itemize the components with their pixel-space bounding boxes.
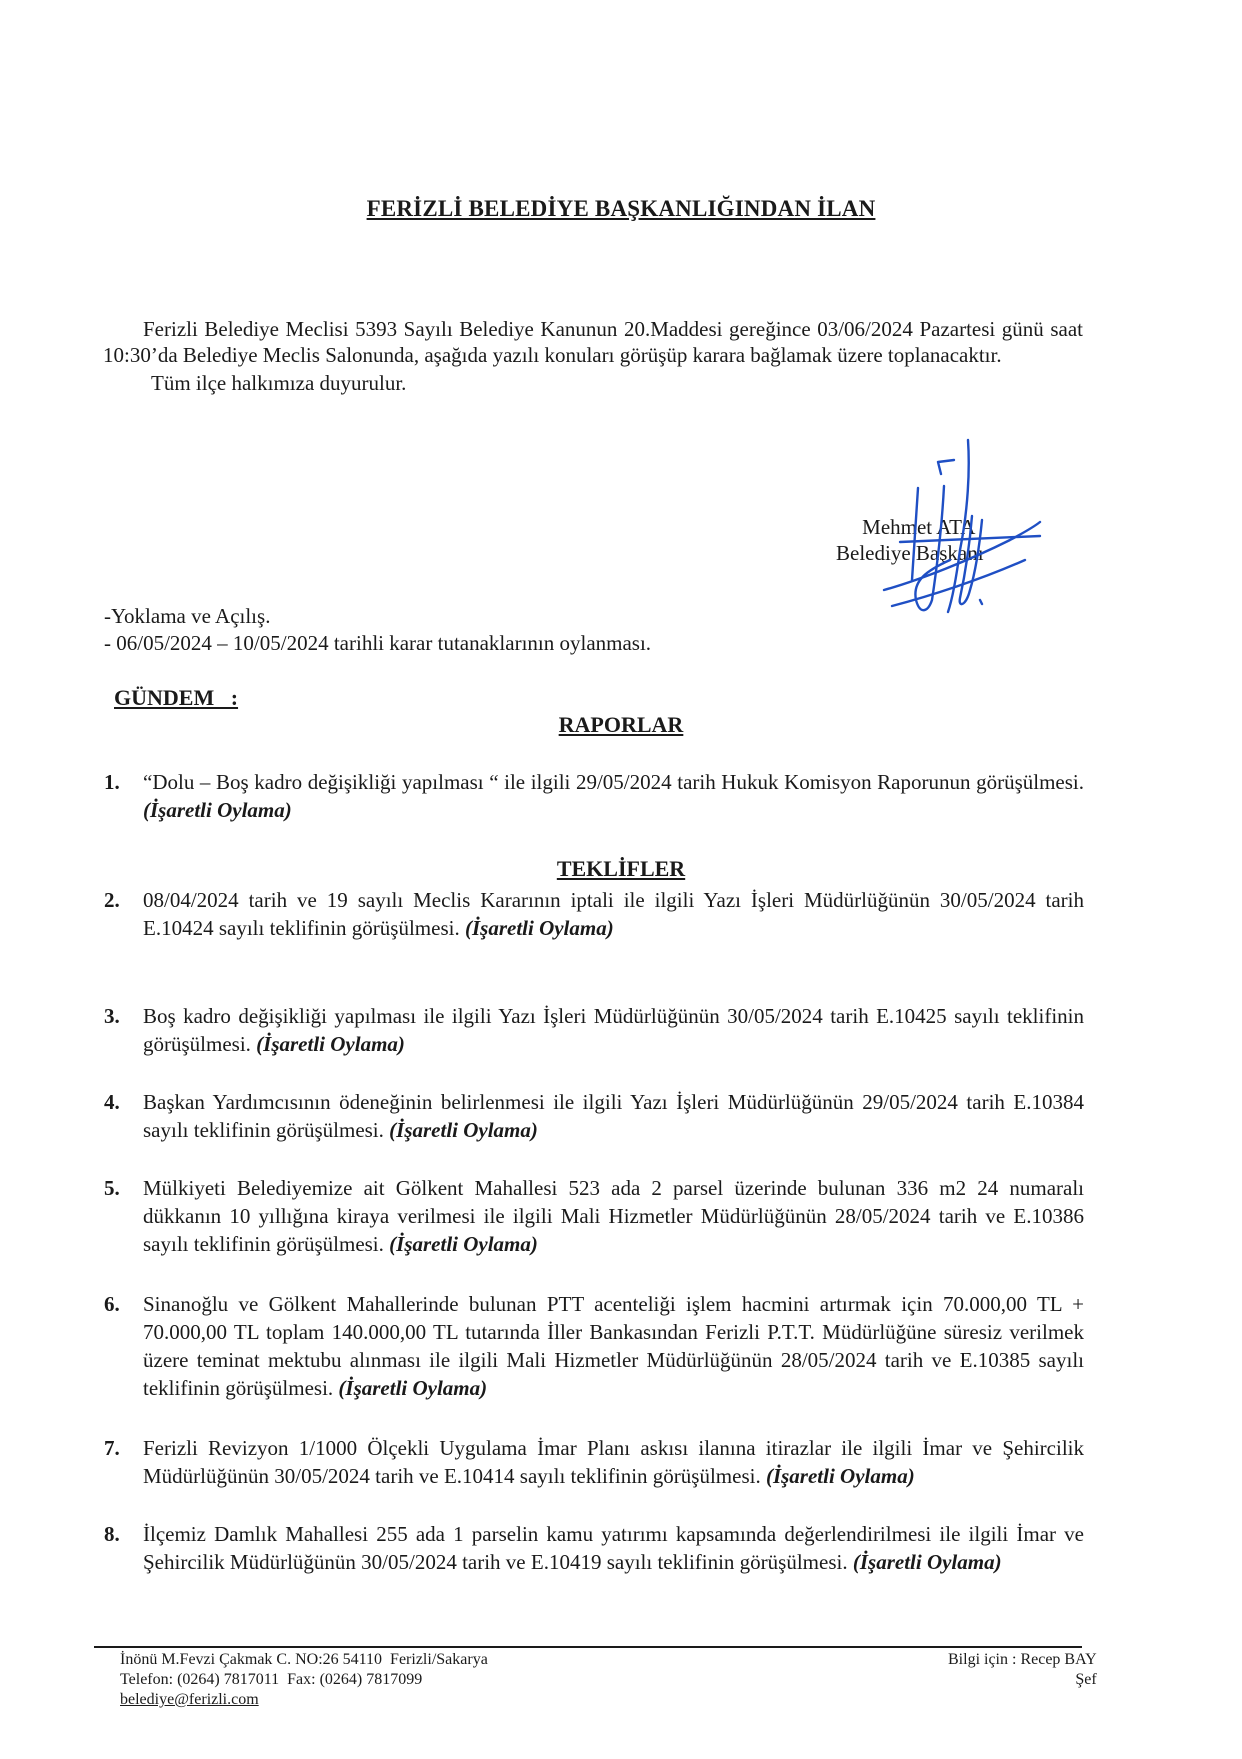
item-text: “Dolu – Boş kadro değişikliği yapılması “ ile ilgili 29/05/2024 tarih Hukuk Komisyon Raporunun görüşülmesi. [143, 770, 1084, 794]
vote-type: (İşaretli Oylama) [338, 1376, 488, 1400]
footer-phone-fax: Telefon: (0264) 7817011 Fax: (0264) 7817099 [120, 1671, 423, 1688]
agenda-item [104, 886, 1084, 942]
agenda-label: GÜNDEM : [114, 685, 239, 710]
document-title: FERİZLİ BELEDİYE BAŞKANLIĞINDAN İLAN [366, 196, 876, 221]
item-text: Boş kadro değişikliği yapılması ile ilgili Yazı İşleri Müdürlüğünün 30/05/2024 tarih E.10425 sayılı teklifinin görüşülmesi. [143, 1004, 1084, 1056]
vote-type: (İşaretli Oylama) [464, 916, 614, 940]
vote-type: (İşaretli Oylama) [389, 1232, 538, 1256]
item-number: 4. [104, 1090, 120, 1114]
opening-items [104, 603, 651, 657]
vote-type: (İşaretli Oylama) [256, 1032, 405, 1056]
handwritten-signature-icon [820, 430, 1080, 630]
section-heading-reports: RAPORLAR [558, 712, 684, 737]
agenda-item [104, 1174, 1084, 1258]
footer-info-contact: Bilgi için : Recep BAY [948, 1651, 1097, 1668]
vote-type: (İşaretli Oylama) [852, 1550, 1002, 1574]
agenda-item [104, 1088, 1084, 1144]
intro-text: Ferizli Belediye Meclisi 5393 Sayılı Belediye Kanunun 20.Maddesi gereğince 03/06/2024 Pazartesi günü saat 10:30’da Belediye Meclis Salonunda, aşağıda yazılı konuları görüşüp karara bağlamak üzere toplanacaktır. [103, 317, 1083, 367]
item-number: 1. [104, 770, 120, 794]
agenda-item [104, 1002, 1084, 1058]
signature-strokes [884, 440, 1040, 612]
intro-paragraph [103, 316, 1083, 396]
vote-type: (İşaretli Oylama) [765, 1464, 915, 1488]
footer-info [948, 1650, 1097, 1690]
footer-email-link[interactable]: belediye@ferizli.com [120, 1691, 259, 1708]
item-number: 2. [104, 888, 120, 912]
item-number: 7. [104, 1436, 120, 1460]
footer-divider [94, 1646, 1082, 1648]
item-text: 08/04/2024 tarih ve 19 sayılı Meclis Kararının iptali ile ilgili Yazı İşleri Müdürlüğünün 30/05/2024 tarih E.10424 sayılı teklifinin görüşülmesi. [143, 888, 1084, 940]
item-text: Sinanoğlu ve Gölkent Mahallerinde bulunan PTT acenteliği işlem hacmini artırmak için 70.000,00 TL + 70.000,00 TL toplam 140.000,00 TL tutarında İller Bankasından Ferizli P.T.T. Müdürlüğüne süresiz verilmek üzere teminat mektubu alınması ile ilgili Mali Hizmetler Müdürlüğünün 28/05/2024 tarih ve E.10385 sayılı teklifinin görüşülmesi. [143, 1292, 1084, 1400]
announcement-text: Tüm ilçe halkımıza duyurulur. [151, 371, 407, 395]
item-number: 8. [104, 1522, 120, 1546]
item-text: İlçemiz Damlık Mahallesi 255 ada 1 parselin kamu yatırımı kapsamında değerlendirilmesi ile ilgili İmar ve Şehircilik Müdürlüğünün 30/05/2024 tarih ve E.10419 sayılı teklifinin görüşülmesi. [143, 1522, 1084, 1574]
item-number: 3. [104, 1004, 120, 1028]
item-text: Başkan Yardımcısının ödeneğinin belirlenmesi ile ilgili Yazı İşleri Müdürlüğünün 29/05/2024 tarih E.10384 sayılı teklifinin görüşülmesi. [143, 1090, 1084, 1142]
opening-item: - 06/05/2024 – 10/05/2024 tarihli karar tutanaklarının oylanması. [104, 631, 652, 655]
item-number: 6. [104, 1292, 120, 1316]
footer-info-title: Şef [1075, 1671, 1097, 1688]
item-number: 5. [104, 1176, 120, 1200]
item-text: Mülkiyeti Belediyemize ait Gölkent Mahallesi 523 ada 2 parsel üzerinde bulunan 336 m2 24 numaralı dükkanın 10 yıllığına kiraya verilmesi ile ilgili Mali Hizmetler Müdürlüğünün 28/05/2024 tarih ve E.10386 sayılı teklifinin görüşülmesi. [143, 1176, 1084, 1256]
footer-contact [120, 1650, 488, 1710]
item-text: Ferizli Revizyon 1/1000 Ölçekli Uygulama İmar Planı askısı ilanına itirazlar ile ilgili İmar ve Şehircilik Müdürlüğünün 30/05/2024 tarih ve E.10414 sayılı teklifinin görüşülmesi. [143, 1436, 1084, 1488]
agenda-item [104, 1520, 1084, 1576]
agenda-item [104, 1434, 1084, 1490]
agenda-item [104, 1290, 1084, 1402]
vote-type: (İşaretli Oylama) [143, 798, 292, 822]
vote-type: (İşaretli Oylama) [389, 1118, 538, 1142]
agenda-item [104, 768, 1084, 824]
signatory-title: Belediye Başkanı [836, 541, 984, 565]
opening-item: -Yoklama ve Açılış. [104, 604, 271, 628]
signatory-name: Mehmet ATA [862, 515, 976, 539]
section-heading-proposals: TEKLİFLER [556, 856, 686, 881]
footer-address: İnönü M.Fevzi Çakmak C. NO:26 54110 Ferizli/Sakarya [120, 1651, 488, 1668]
